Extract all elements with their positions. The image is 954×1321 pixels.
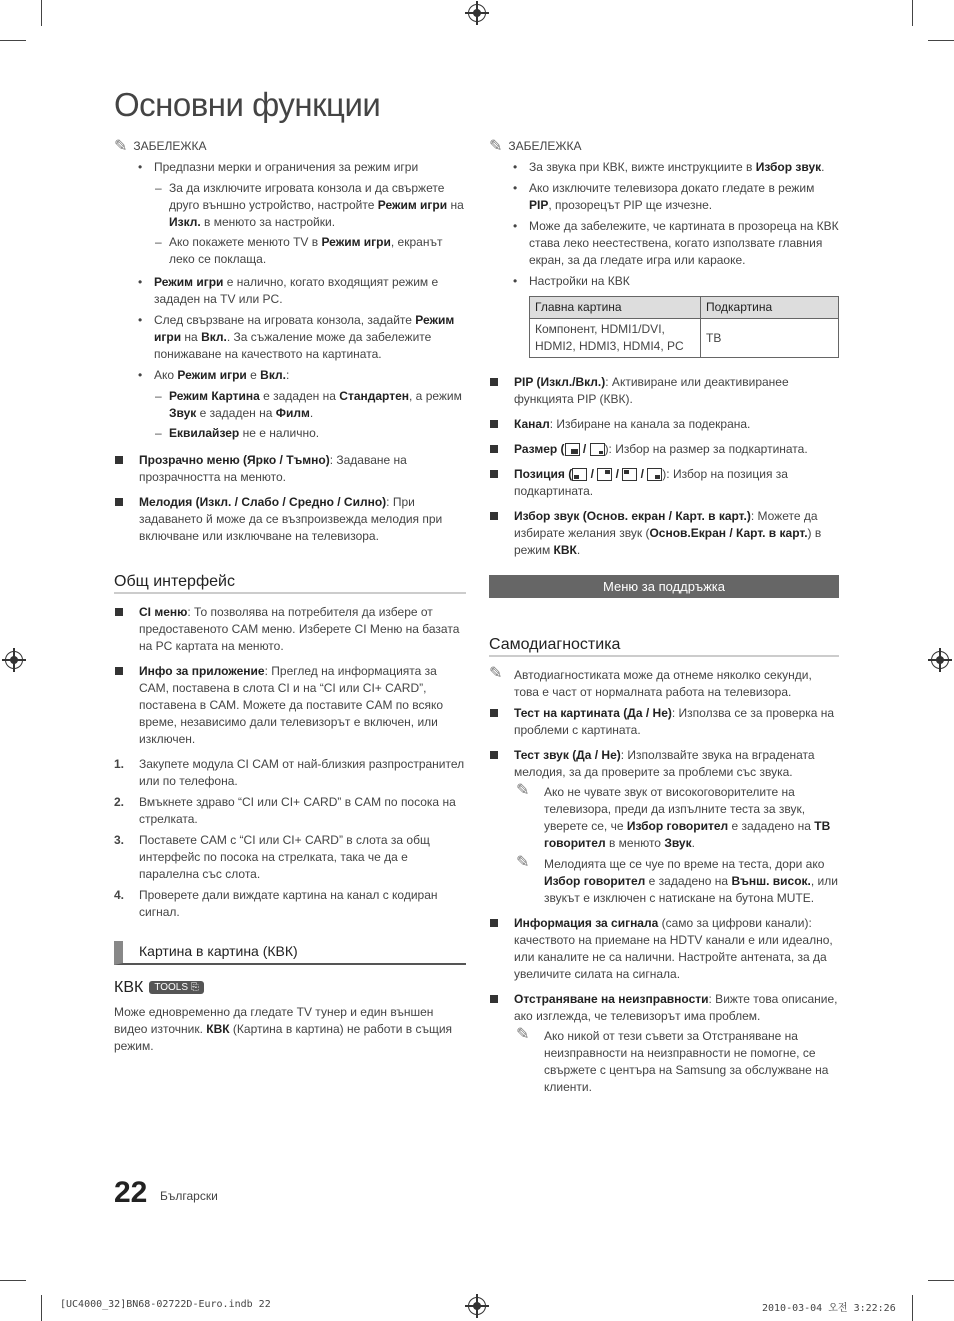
subsection-heading-pip: Картина в картина (КВК) bbox=[114, 941, 466, 965]
menu-option: Избор звук (Основ. екран / Карт. в карт.): Можете да избирате желания звук (Основ.Екран / Карт. в карт.) в режим КВК. bbox=[489, 508, 839, 559]
table-row bbox=[530, 297, 839, 319]
step-item: 2. Вмъкнете здраво “CI или CI+ CARD” в CAM по посока на стрелката. bbox=[114, 795, 456, 826]
print-slug-file: [UC4000_32]BN68-02722D-Euro.indb 22 bbox=[60, 1299, 271, 1310]
crop-mark bbox=[0, 1280, 26, 1281]
pencil-note-icon: ✎ bbox=[516, 854, 530, 871]
menu-option: Тест звук (Да / Не): Използвайте звука на вградената мелодия, за да проверите за проблеми със звука. bbox=[489, 747, 839, 781]
list-item: • Може да забележите, че картината в прозореца на КВК става леко неестествена, когато използвате главния екран, за да гледате игра или караоке. bbox=[489, 218, 839, 269]
menu-option: Инфо за приложение: Преглед на информацията за CAM, поставена в слота CI и на “CI или CI+ CARD”, поставена в CAM. Можете да поставите CAM по всяко време, независимо дали телевизорът е включен, или изключен. bbox=[114, 663, 466, 748]
position-top-right-icon bbox=[597, 468, 612, 481]
table-cell: ТВ bbox=[701, 319, 839, 358]
menu-option: Прозрачно меню (Ярко / Тъмно): Задаване на прозрачността на менюто. bbox=[114, 452, 466, 486]
menu-option: Позиция ( / / / ): Избор на позиция за подкартината. bbox=[489, 466, 839, 500]
pip-settings-table bbox=[529, 296, 839, 358]
registration-mark-icon bbox=[931, 651, 949, 669]
list-item: – Режим Картина е зададен на Стандартен, а режим Звук е зададен на Филм. bbox=[114, 388, 466, 422]
step-item: 4. Проверете дали виждате картина на канал с кодиран сигнал. bbox=[114, 888, 438, 919]
list-item: • Режим игри е налично, когато входящият режим е зададен на TV или PC. bbox=[114, 274, 466, 308]
crop-mark bbox=[928, 40, 954, 41]
pencil-note-icon: ✎ bbox=[489, 137, 503, 155]
menu-option: Отстраняване на неизправности: Вижте това описание, ако изглежда, че телевизорът има проблем. bbox=[489, 991, 839, 1025]
pencil-note-icon: ✎ bbox=[114, 137, 128, 155]
right-column bbox=[489, 138, 839, 1100]
support-menu-bar: Меню за поддръжка bbox=[489, 575, 839, 598]
list-item: • Настройки на КВК bbox=[489, 273, 839, 290]
size-small-icon bbox=[590, 443, 605, 456]
pencil-note-icon: ✎ bbox=[516, 782, 530, 799]
section-heading-self-diagnosis: Самодиагностика bbox=[489, 636, 839, 657]
step-item: 1. Закупете модула CI CAM от най-близкия разпространител или по телефона. bbox=[114, 757, 465, 788]
kbk-heading: КВК TOOLS ⎘ bbox=[114, 979, 466, 996]
crop-mark bbox=[912, 0, 913, 26]
menu-option: Тест на картината (Да / Не): Използва се за проверка на проблеми с картината. bbox=[489, 705, 839, 739]
print-slug-date: 2010-03-04 오전 3:22:26 bbox=[762, 1303, 896, 1314]
section-heading-common-interface: Общ интерфейс bbox=[114, 573, 466, 594]
menu-option: Мелодия (Изкл. / Слабо / Средно / Силно): При задаването й може да се възпроизвежда мелодия при включване или изключване на телевизора. bbox=[114, 494, 466, 545]
list-item: – Еквилайзер не е налично. bbox=[114, 425, 466, 442]
crop-mark bbox=[912, 1295, 913, 1321]
page-title: Основни функции bbox=[114, 86, 381, 123]
table-row bbox=[530, 319, 839, 358]
tools-button-icon: TOOLS ⎘ bbox=[149, 981, 204, 994]
table-header: Главна картина bbox=[530, 297, 701, 319]
position-top-left-icon bbox=[622, 468, 637, 481]
pencil-note-icon: ✎ bbox=[516, 1026, 530, 1043]
note-label: ЗАБЕЛЕЖКА bbox=[508, 139, 582, 153]
list-item: • Ако Режим игри е Вкл.: bbox=[114, 367, 466, 384]
note-heading bbox=[489, 138, 839, 155]
left-column bbox=[114, 138, 466, 1055]
pencil-note-icon: ✎ bbox=[489, 665, 503, 682]
list-item: • Предпазни мерки и ограничения за режим игри bbox=[114, 159, 466, 176]
size-large-icon bbox=[565, 443, 580, 456]
crop-mark bbox=[41, 0, 42, 26]
menu-option: CI меню: То позволява на потребителя да избере от предоставеното CAM меню. Изберете CI Меню на базата на PC картата на менюто. bbox=[114, 604, 466, 655]
registration-mark-icon bbox=[468, 1297, 486, 1315]
note-item: ✎ Мелодията ще се чуе по време на теста, дори ако Избор говорител е зададено на Външ. висок., или звукът е изключен с натискане на бутона MUTE. bbox=[516, 854, 838, 905]
registration-mark-icon bbox=[468, 4, 486, 22]
table-header: Подкартина bbox=[701, 297, 839, 319]
kbk-description: Може едновременно да гледате TV тунер и един външен видео източник. КВК (Картина в картина) не работи в същия режим. bbox=[114, 1005, 453, 1053]
menu-option: Информация за сигнала (само за цифрови канали): качеството на приемане на HDTV канали е или идеално, или каналите не са налични. Настройте антената, за да увеличите силата на сигнала. bbox=[489, 915, 839, 983]
table-cell: Компонент, HDMI1/DVI, HDMI2, HDMI3, HDMI4, PC bbox=[530, 319, 701, 358]
note-label: ЗАБЕЛЕЖКА bbox=[133, 139, 207, 153]
list-item: • След свързване на игровата конзола, задайте Режим игри на Вкл.. За съжаление може да забележите понижаване на качеството на картината. bbox=[114, 312, 466, 363]
position-bottom-right-icon bbox=[647, 468, 662, 481]
note-item: ✎ Ако не чувате звук от високоговорителите на телевизора, преди да изпълните теста за звук, уверете се, че Избор говорител е зададено на ТВ говорител в менюто Звук. bbox=[516, 782, 831, 850]
list-item: • Ако изключите телевизора докато гледате в режим PIP, прозорецът PIP ще изчезне. bbox=[489, 180, 839, 214]
note-item: ✎ Ако никой от тези съвети за Отстраняване на неизправности на неизправности не помогне, се свържете с центъра на Samsung за обслужване на клиенти. bbox=[516, 1026, 829, 1094]
crop-mark bbox=[928, 1280, 954, 1281]
note-heading bbox=[114, 138, 466, 155]
page-language: Български bbox=[160, 1189, 218, 1203]
list-item: – За да изключите игровата конзола и да свържете друго външно устройство, настройте Режим игри на Изкл. в менюто за настройки. bbox=[114, 180, 466, 231]
page-number: 22 bbox=[114, 1176, 148, 1209]
note-item: ✎ Автодиагностиката може да отнеме няколко секунди, това е част от нормалната работа на телевизора. bbox=[489, 665, 812, 699]
registration-mark-icon bbox=[5, 651, 23, 669]
step-item: 3. Поставете CAM с “CI или CI+ CARD” в слота за общ интерфейс по посока на стрелката, така че да е паралелна със слота. bbox=[114, 833, 430, 881]
crop-mark bbox=[0, 40, 26, 41]
list-item: • За звука при КВК, вижте инструкциите в Избор звук. bbox=[489, 159, 839, 176]
menu-option: Размер ( / ): Избор на размер за подкартината. bbox=[489, 441, 839, 458]
list-item: – Ако покажете менюто TV в Режим игри, екранът леко се поклаща. bbox=[114, 234, 466, 268]
crop-mark bbox=[41, 1295, 42, 1321]
menu-option: Канал: Избиране на канала за подекрана. bbox=[489, 416, 839, 433]
position-bottom-left-icon bbox=[572, 468, 587, 481]
menu-option: PIP (Изкл./Вкл.): Активиране или деактивиранее функцията PIP (КВК). bbox=[489, 374, 839, 408]
